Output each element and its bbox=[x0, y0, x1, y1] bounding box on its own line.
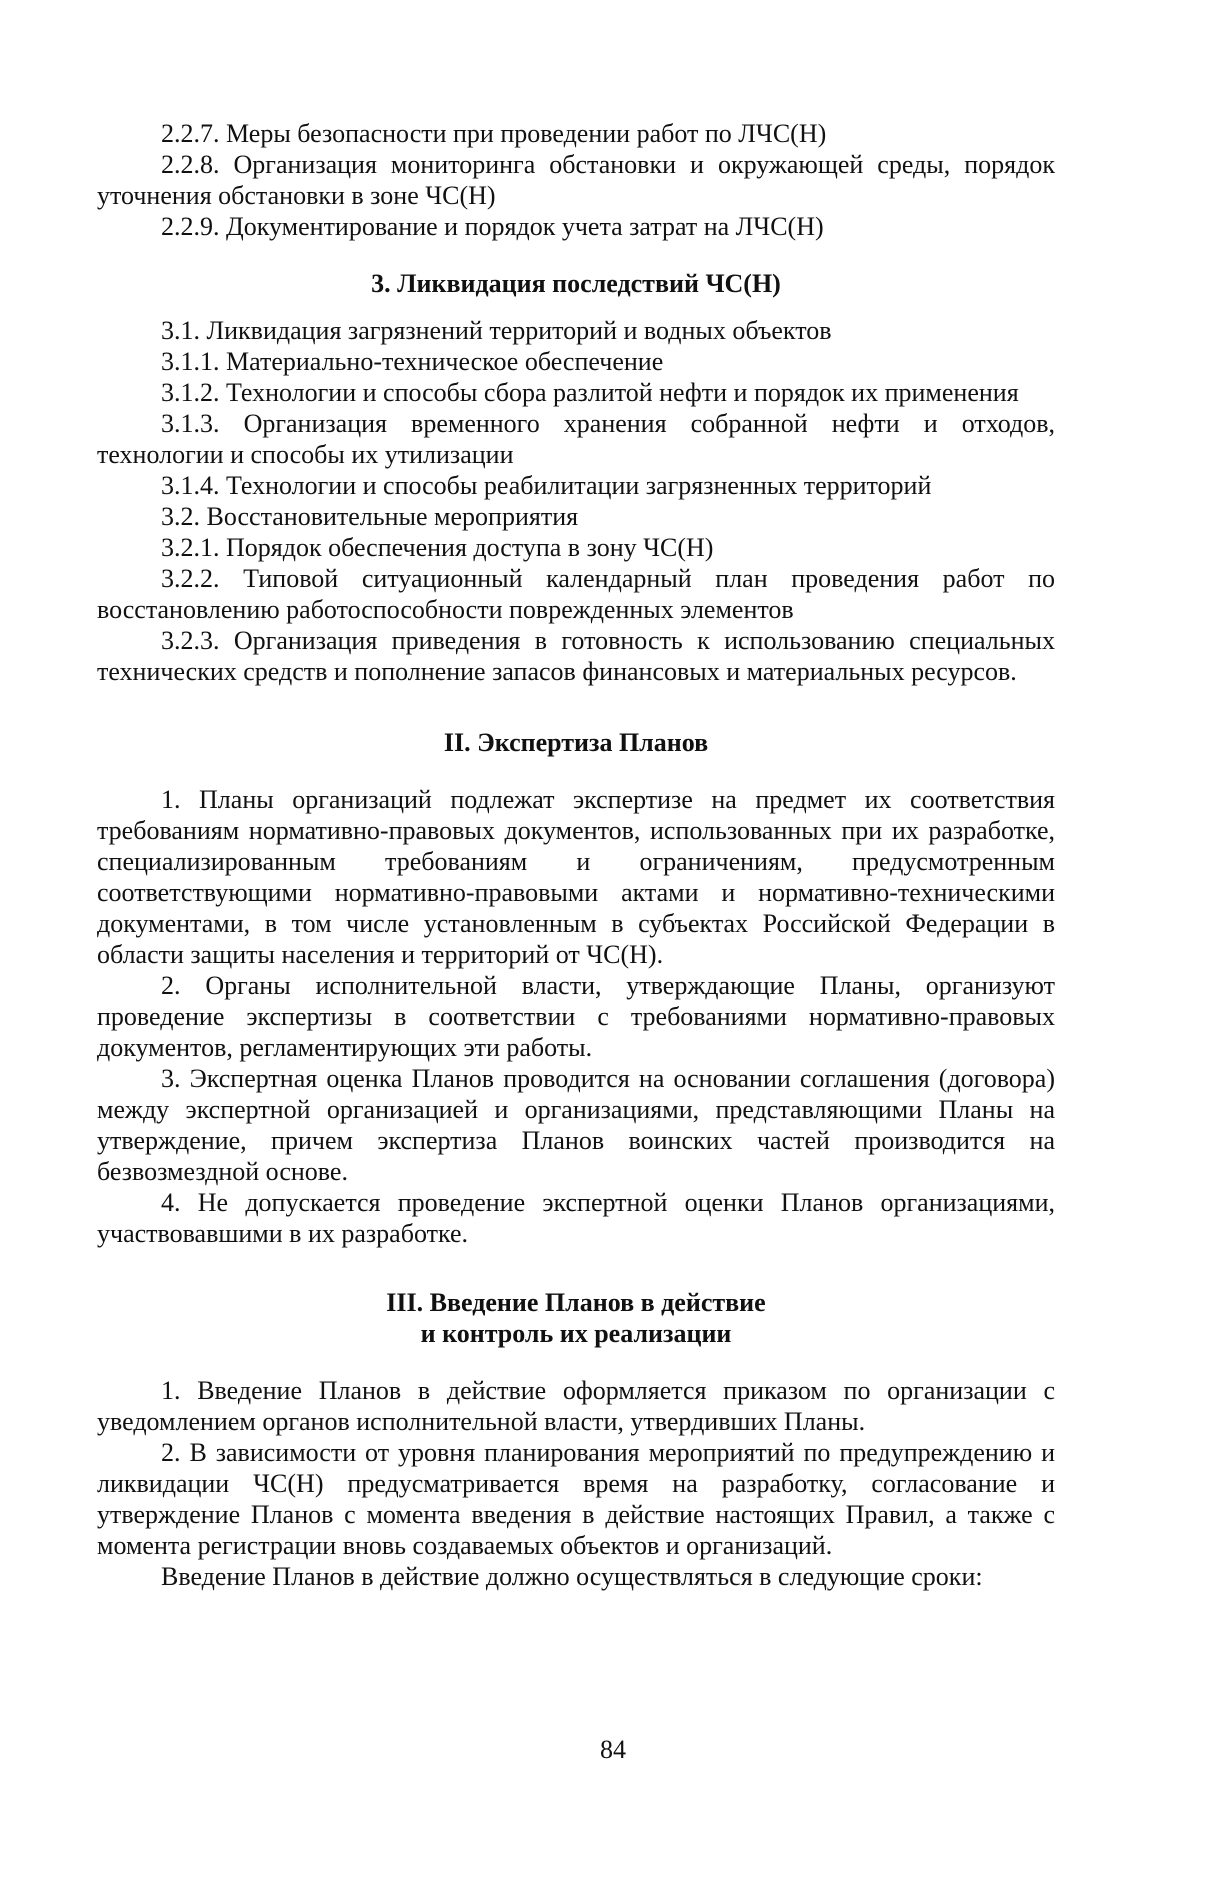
list-item-3-2: 3.2. Восстановительные мероприятия bbox=[161, 502, 579, 531]
list-item-2-2-8: 2.2.8. Организация мониторинга обстановки и окружающей среды, порядок уточнения обстановки в зоне ЧС(Н) bbox=[97, 150, 1055, 210]
list-item-3-1-1: 3.1.1. Материально-техническое обеспечение bbox=[161, 347, 664, 376]
section-ii-paragraph-1: 1. Планы организаций подлежат экспертизе на предмет их соответствия требованиям нормативно-правовых документов, использованных при их разработке, специализированным требованиям и ограничениям, предусмотренным соответствующими нормативно-правовыми актами и нормативно-техническими документами, в том числе установленным в субъектах Российской Федерации в области защиты населения и территорий от ЧС(Н). bbox=[97, 785, 1055, 969]
section-ii-heading: II. Экспертиза Планов bbox=[443, 728, 709, 757]
list-item-3-2-2: 3.2.2. Типовой ситуационный календарный план проведения работ по восстановлению работоспособности поврежденных элементов bbox=[97, 564, 1055, 624]
list-item-3-1-2: 3.1.2. Технологии и способы сбора разлитой нефти и порядок их применения bbox=[161, 378, 1019, 407]
text-column bbox=[97, 118, 1055, 1592]
list-item-3-1: 3.1. Ликвидация загрязнений территорий и водных объектов bbox=[161, 316, 832, 345]
list-item-3-1-4: 3.1.4. Технологии и способы реабилитации загрязненных территорий bbox=[161, 471, 932, 500]
section-3-heading: 3. Ликвидация последствий ЧС(Н) bbox=[371, 269, 781, 298]
page-number: 84 bbox=[600, 1735, 626, 1764]
section-ii-paragraph-2: 2. Органы исполнительной власти, утверждающие Планы, организуют проведение экспертизы в соответствии с требованиями нормативно-правовых документов, регламентирующих эти работы. bbox=[97, 971, 1055, 1062]
section-ii-paragraph-3: 3. Экспертная оценка Планов проводится на основании соглашения (договора) между экспертной организацией и организациями, представляющими Планы на утверждение, причем экспертиза Планов воинских частей производится на безвозмездной основе. bbox=[97, 1064, 1055, 1186]
list-item-3-2-3: 3.2.3. Организация приведения в готовность к использованию специальных технических средств и пополнение запасов финансовых и материальных ресурсов. bbox=[97, 626, 1055, 686]
section-iii-heading-line-2: и контроль их реализации bbox=[420, 1319, 732, 1348]
section-ii-paragraph-4: 4. Не допускается проведение экспертной оценки Планов организациями, участвовавшими в их разработке. bbox=[97, 1188, 1055, 1248]
section-iii-heading-line-1: III. Введение Планов в действие bbox=[386, 1288, 766, 1317]
section-iii-paragraph-2: 2. В зависимости от уровня планирования мероприятий по предупреждению и ликвидации ЧС(Н) предусматривается время на разработку, согласование и утверждение Планов с момента введения в действие настоящих Правил, а также с момента регистрации вновь создаваемых объектов и организаций. bbox=[97, 1438, 1055, 1560]
list-item-2-2-9: 2.2.9. Документирование и порядок учета затрат на ЛЧС(Н) bbox=[161, 212, 824, 241]
list-item-3-1-3: 3.1.3. Организация временного хранения собранной нефти и отходов, технологии и способы их утилизации bbox=[97, 409, 1055, 469]
section-iii-paragraph-3: Введение Планов в действие должно осуществляться в следующие сроки: bbox=[161, 1562, 983, 1591]
section-iii-paragraph-1: 1. Введение Планов в действие оформляется приказом по организации с уведомлением органов исполнительной власти, утвердивших Планы. bbox=[97, 1376, 1055, 1436]
list-item-2-2-7: 2.2.7. Меры безопасности при проведении работ по ЛЧС(Н) bbox=[161, 119, 827, 148]
list-item-3-2-1: 3.2.1. Порядок обеспечения доступа в зону ЧС(Н) bbox=[161, 533, 714, 562]
